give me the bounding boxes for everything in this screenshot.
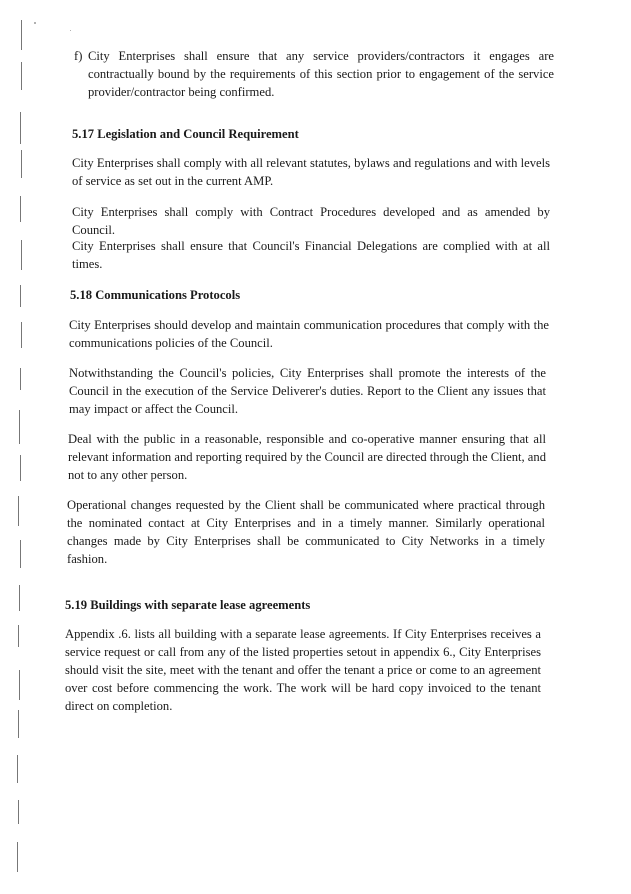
list-item-text: City Enterprises shall ensure that any service providers/contractors it engages are contractually bound by the requirements of this section prior to engagement of the service provider/contractor being confirmed.	[88, 49, 554, 99]
paragraph: Appendix .6. lists all building with a separate lease agreements. If City Enterprises receives a service request or call from any of the listed properties setout in appendix 6., City Enterprises should visit the site, meet with the tenant and offer the tenant a price or come to an agreement over cost before commencing the work. The work will be hard copy invoiced to the tenant direct on completion.	[65, 627, 541, 713]
paragraph: Notwithstanding the Council's policies, City Enterprises shall promote the interests of the Council in the execution of the Service Deliverer's duties. Report to the Client any issues that may impact or affect the Council.	[69, 366, 546, 416]
section-heading-5-17: 5.17 Legislation and Council Requirement	[72, 127, 299, 141]
list-marker: f)	[74, 49, 83, 63]
paragraph: Operational changes requested by the Client shall be communicated where practical through the nominated contact at City Enterprises and in a timely manner. Similarly operational changes made by City Enterprises shall be communicated to City Networks in a timely fashion.	[67, 498, 545, 566]
paragraph: City Enterprises shall comply with Contract Procedures developed and as amended by Council.	[72, 205, 550, 237]
paragraph: City Enterprises shall ensure that Council's Financial Delegations are complied with at all times.	[72, 239, 550, 271]
scan-speck	[34, 22, 36, 24]
paragraph: City Enterprises shall comply with all relevant statutes, bylaws and regulations and with levels of service as set out in the current AMP.	[72, 156, 550, 188]
list-item-f	[74, 47, 554, 101]
paragraph: City Enterprises should develop and maintain communication procedures that comply with the communications policies of the Council.	[69, 318, 549, 350]
section-heading-5-19: 5.19 Buildings with separate lease agreements	[65, 598, 311, 612]
paragraph: Deal with the public in a reasonable, responsible and co-operative manner ensuring that all relevant information and reporting required by the Council are directed through the Client, and not to any other person.	[68, 432, 546, 482]
scan-speck	[70, 30, 71, 31]
section-heading-5-18: 5.18 Communications Protocols	[70, 288, 241, 302]
scan-binding-marks	[0, 0, 30, 894]
